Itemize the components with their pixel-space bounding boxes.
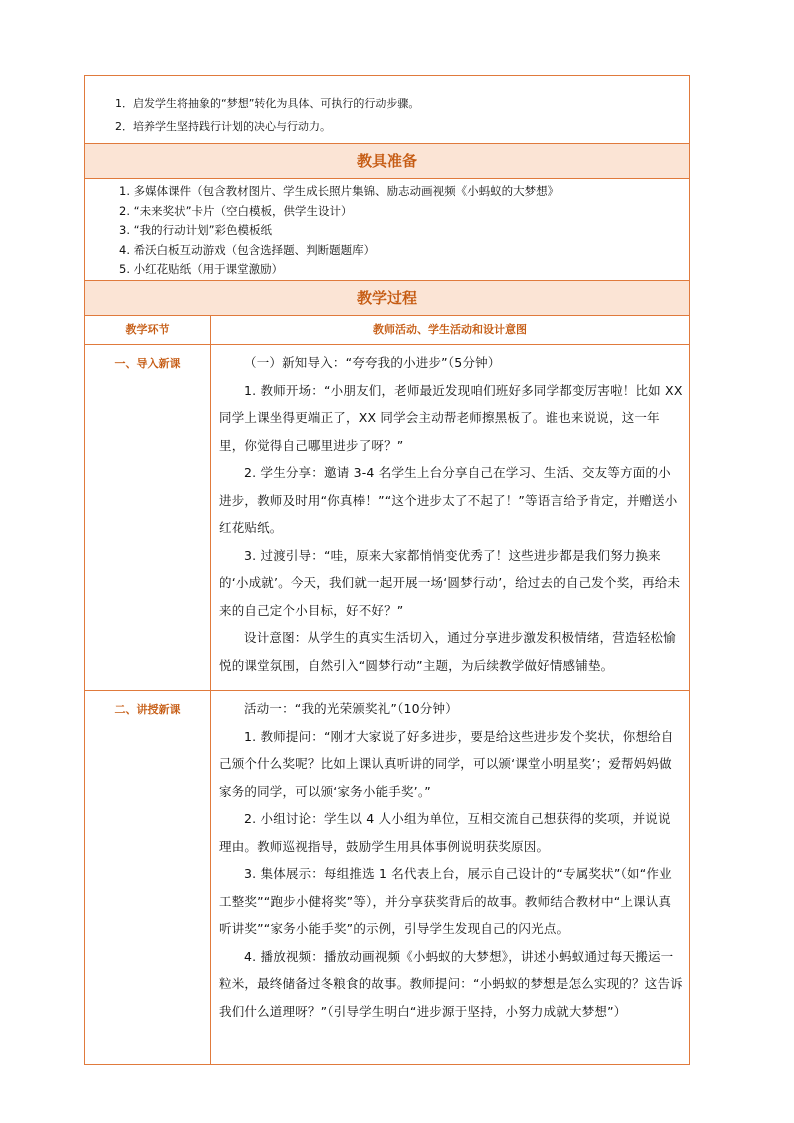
section-name: 一、导入新课 — [85, 345, 211, 691]
section-paragraph: 4. 播放视频：播放动画视频《小蚂蚁的大梦想》，讲述小蚂蚁通过每天搬运一粒米，最终储备过冬粮食的故事。教师提问：“小蚂蚁的梦想是怎么实现的？这告诉我们什么道理呀？”（引导学生明白“进步源于坚持，小努力成就大梦想”） — [219, 948, 683, 1019]
section-row-new — [85, 691, 690, 1065]
prep-header-row — [85, 144, 690, 179]
lesson-plan-table — [84, 75, 690, 1065]
section-body — [211, 691, 690, 1065]
goal-item: 2．培养学生坚持践行计划的决心与行动力。 — [115, 120, 331, 133]
goal-item: 1．启发学生将抽象的“梦想”转化为具体、可执行的行动步骤。 — [115, 97, 420, 110]
section-paragraph: （一）新知导入：“夸夸我的小进步”（5分钟） — [244, 355, 501, 370]
prep-item: 3. “我的行动计划”彩色模板纸 — [119, 223, 273, 237]
prep-item: 5. 小红花贴纸（用于课堂激励） — [119, 262, 284, 276]
section-paragraph: 1. 教师开场：“小朋友们，老师最近发现咱们班好多同学都变厉害啦！比如 XX 同学上课坐得更端正了，XX 同学会主动帮老师擦黑板了。谁也来说说，这一年里，你觉得自己哪里进步了呀？” — [219, 382, 683, 453]
section-paragraph: 活动一：“我的光荣颁奖礼”（10分钟） — [244, 701, 458, 716]
goals-cell — [85, 76, 690, 144]
section-paragraph: 2. 学生分享：邀请 3-4 名学生上台分享自己在学习、生活、交友等方面的小进步，教师及时用“你真棒！”“这个进步太了不起了！”等语言给予肯定，并赠送小红花贴纸。 — [219, 465, 678, 535]
column-header-stage: 教学环节 — [85, 316, 211, 345]
section-paragraph: 设计意图：从学生的真实生活切入，通过分享进步激发积极情绪，营造轻松愉悦的课堂氛围，自然引入“圆梦行动”主题，为后续教学做好情感铺垫。 — [219, 630, 676, 673]
section-paragraph: 3. 集体展示：每组推选 1 名代表上台，展示自己设计的“专属奖状”（如“作业工整奖”“跑步小健将奖”等），并分享获奖背后的故事。教师结合教材中“上课认真听讲奖”“家务小能手奖”的示例，引导学生发现自己的闪光点。 — [219, 866, 672, 936]
lesson-plan-page — [84, 75, 689, 1065]
prep-item: 4. 希沃白板互动游戏（包含选择题、判断题题库） — [119, 242, 376, 257]
process-title: 教学过程 — [85, 281, 690, 316]
prep-row — [85, 179, 690, 281]
column-header-row — [85, 316, 690, 345]
goals-row — [85, 76, 690, 144]
prep-title: 教具准备 — [85, 144, 690, 179]
prep-cell — [85, 179, 690, 281]
process-header-row — [85, 281, 690, 316]
section-paragraph: 3. 过渡引导：“哇，原来大家都悄悄变优秀了！这些进步都是我们努力换来的‘小成就’。今天，我们就一起开展一场‘圆梦行动’，给过去的自己发个奖，再给未来的自己定个小目标，好不好？” — [219, 547, 681, 618]
column-header-activity: 教师活动、学生活动和设计意图 — [211, 316, 690, 345]
section-row-intro — [85, 345, 690, 691]
section-body — [211, 345, 690, 691]
section-paragraph: 1. 教师提问：“刚才大家说了好多进步，要是给这些进步发个奖状，你想给自己颁个什么奖呢？比如上课认真听讲的同学，可以颁‘课堂小明星奖’；爱帮妈妈做家务的同学，可以颁‘家务小能手奖’。” — [219, 728, 674, 799]
section-name: 二、讲授新课 — [85, 691, 211, 1065]
prep-item: 2. “未来奖状”卡片（空白模板，供学生设计） — [119, 203, 353, 218]
section-paragraph: 2. 小组讨论：学生以 4 人小组为单位，互相交流自己想获得的奖项，并说说理由。教师巡视指导，鼓励学生用具体事例说明获奖原因。 — [219, 811, 671, 854]
prep-item: 1. 多媒体课件（包含教材图片、学生成长照片集锦、励志动画视频《小蚂蚁的大梦想》 — [119, 184, 560, 198]
